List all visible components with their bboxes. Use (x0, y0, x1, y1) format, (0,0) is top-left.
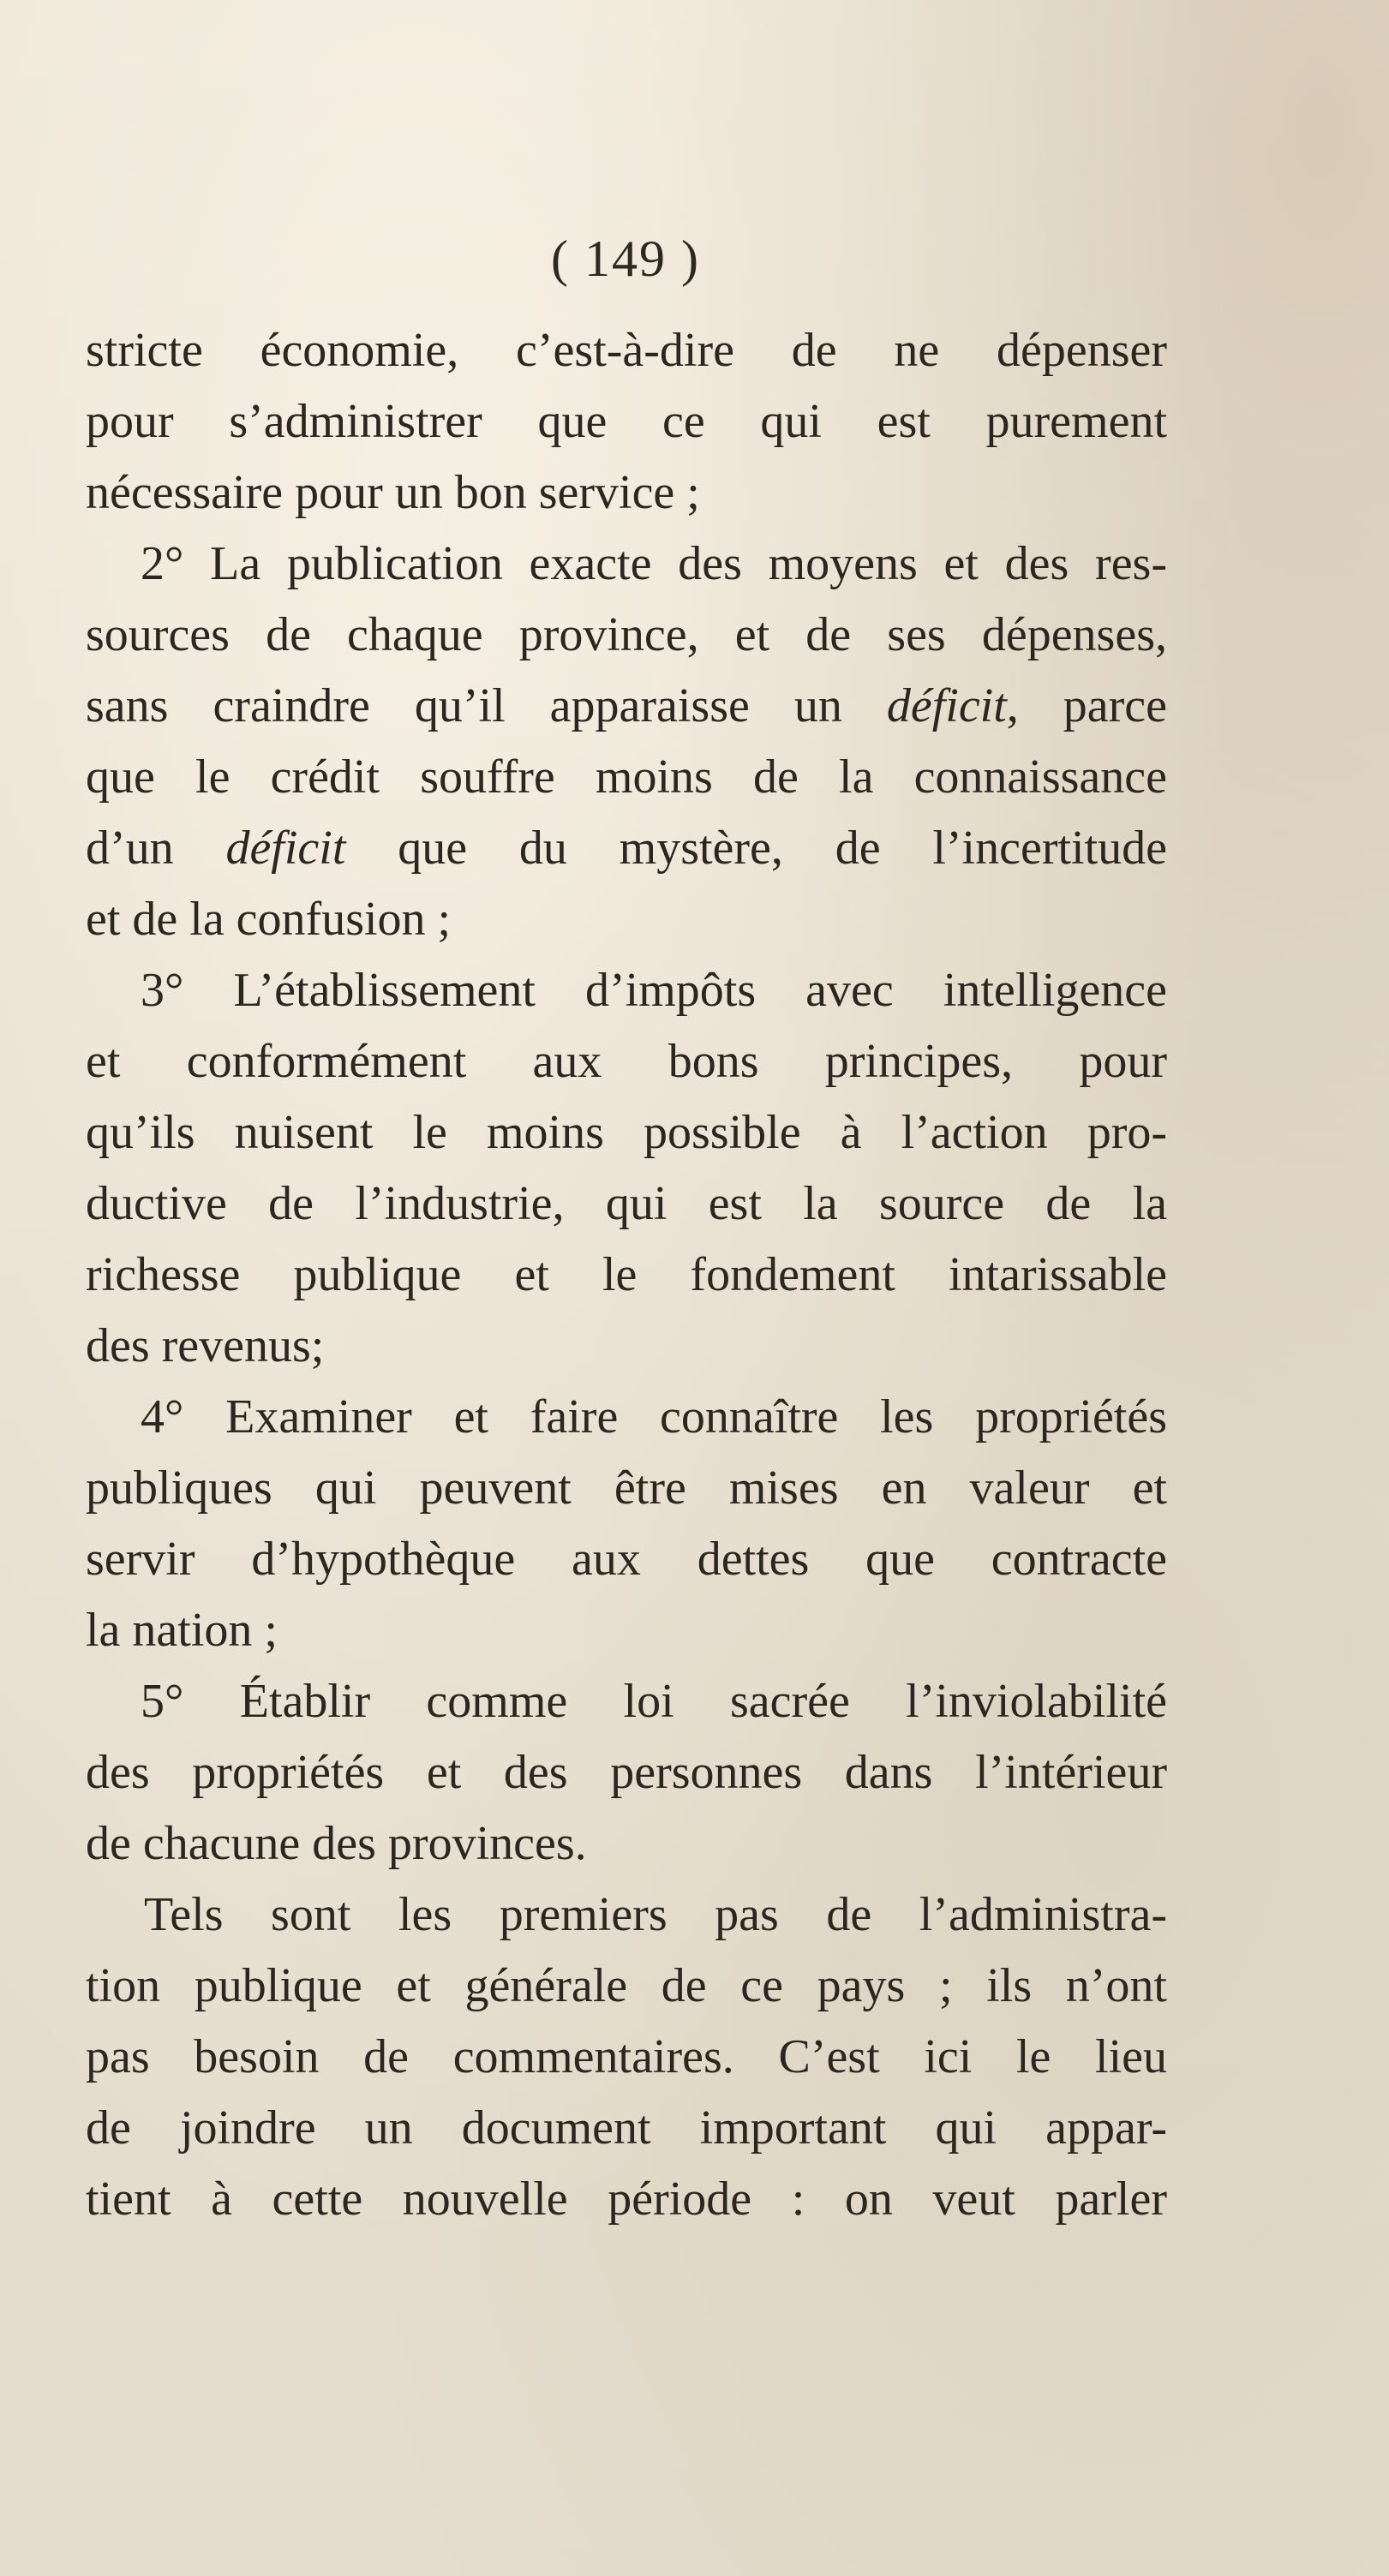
text-line: des revenus; (86, 1319, 325, 1372)
text-line (86, 671, 1167, 742)
text-line: Tels sont les premiers pas de l’administra- (144, 1888, 1167, 1941)
text-segment: , parce (1006, 679, 1168, 732)
text-line: et de la confusion ; (86, 893, 452, 946)
text-line: et conformément aux bons principes, pour (86, 1035, 1167, 1088)
text-line: sources de chaque province, et de ses dépenses, (86, 608, 1167, 661)
body-text (86, 315, 1167, 2235)
italic-term: déficit (886, 679, 1007, 732)
text-line: qu’ils nuisent le moins possible à l’action pro- (86, 1106, 1167, 1159)
text-line: 5° Établir comme loi sacrée l’inviolabilité (141, 1675, 1167, 1728)
text-line: de chacune des provinces. (86, 1817, 587, 1870)
text-line: tion publique et générale de ce pays ; ils n’ont (86, 1959, 1167, 2012)
text-line: publiques qui peuvent être mises en valeur et (86, 1461, 1167, 1515)
text-line: la nation ; (86, 1604, 278, 1657)
text-segment: d’un (86, 822, 226, 875)
text-line: 4° Examiner et faire connaître les propriétés (141, 1390, 1167, 1443)
text-line: ductive de l’industrie, qui est la source de la (86, 1177, 1167, 1230)
text-line: richesse publique et le fondement intarissable (86, 1248, 1167, 1301)
text-line: nécessaire pour un bon service ; (86, 466, 700, 519)
text-line: stricte économie, c’est-à-dire de ne dépenser (86, 324, 1167, 377)
text-line: 3° L’établissement d’impôts avec intelligence (141, 964, 1167, 1017)
text-line: pour s’administrer que ce qui est purement (86, 395, 1167, 448)
text-line: 2° La publication exacte des moyens et des res- (141, 537, 1167, 590)
text-line: servir d’hypothèque aux dettes que contracte (86, 1533, 1167, 1586)
text-line: des propriétés et des personnes dans l’intérieur (86, 1746, 1167, 1799)
text-line: de joindre un document important qui appar- (86, 2101, 1167, 2155)
italic-term: déficit (225, 822, 346, 875)
text-line (86, 813, 1167, 884)
text-line: pas besoin de commentaires. C’est ici le lieu (86, 2030, 1167, 2083)
text-segment: sans craindre qu’il apparaisse un (86, 679, 887, 732)
text-line: tient à cette nouvelle période : on veut parler (86, 2173, 1167, 2226)
text-line: que le crédit souffre moins de la connaissance (86, 750, 1167, 804)
text-segment: que du mystère, de l’incertitude (345, 822, 1168, 875)
page-number: ( 149 ) (551, 230, 700, 287)
